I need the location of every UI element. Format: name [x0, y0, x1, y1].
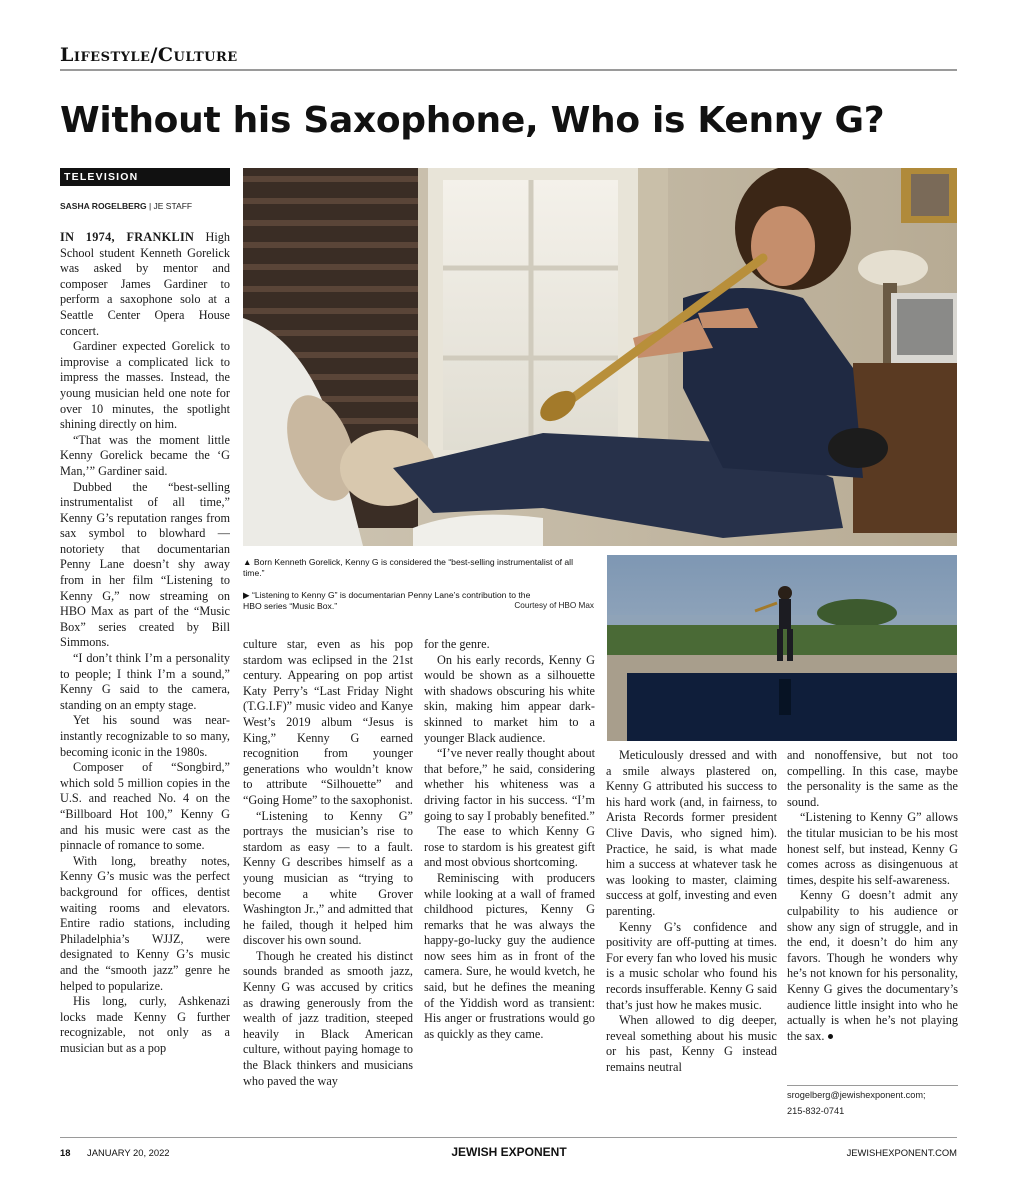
page-number: 18 — [60, 1147, 71, 1158]
author-contact — [787, 1087, 962, 1119]
photo-kenny-g-poolside — [607, 555, 957, 741]
paragraph — [60, 230, 230, 339]
article-column-4 — [606, 748, 777, 1123]
byline — [60, 201, 235, 211]
paragraph: Though he created his distinct sounds branded as smooth jazz, Kenny G was accused by critics as drawing generously from the wealth of jazz tradition, steeped heavily in Black American culture, without paying homage to the Black thinkers and musicians who paved the way — [243, 948, 413, 1088]
paragraph: for the genre. — [424, 637, 490, 651]
paragraph: His long, curly, Ashkenazi locks made Kenny G further recognizable, not only as a musician but as a pop — [60, 994, 230, 1055]
issue-date: JANUARY 20, 2022 — [87, 1147, 170, 1158]
publication-name: JEWISH EXPONENT — [451, 1145, 567, 1159]
secondary-photo-caption: ▶ “Listening to Kenny G” is documentarian Penny Lane’s contribution to the HBO series “Music Box.” — [243, 590, 531, 611]
paragraph: On his early records, Kenny G would be shown as a silhouette with shadows obscuring his white skin, making him appear dark-skinned to market him to a younger Black audience. — [424, 652, 595, 745]
main-photo-caption: ▲ Born Kenneth Gorelick, Kenny G is considered the “best-selling instrumentalist of all time.” — [243, 557, 573, 578]
footer-rule — [60, 1137, 957, 1138]
main-photo — [243, 168, 957, 546]
section-rule — [60, 69, 957, 71]
author-phone: 215-832-0741 — [787, 1106, 845, 1116]
paragraph: Dubbed the “best-selling instrumentalist of all time,” Kenny G’s reputation ranges from sax symbol to blowhard — notoriety that documentarian Penny Lane doesn’t shy away from in her film “Listening to Kenny G,” now streaming on HBO Max as part of the “Music Box” series created by Bill Simmons. — [60, 479, 230, 650]
paragraph: Gardiner expected Gorelick to improvise a complicated lick to impress the masses. Instead, the young musician held one note for over 10 minutes, the spotlight shining directly on him. — [60, 339, 230, 432]
photo-kenny-g-saxophone — [243, 168, 957, 546]
paragraph: Yet his sound was near-instantly recognizable to so many, becoming iconic in the 1980s. — [60, 713, 230, 759]
paragraph: “That was the moment little Kenny Gorelick became the ‘G Man,’” Gardiner said. — [60, 432, 230, 478]
paragraph: Kenny G’s confidence and positivity are off-putting at times. For every fan who loved his music is a music scholar who found his records insufferable. Kenny G said that’s just how he makes music. — [606, 919, 777, 1012]
article-column-3 — [424, 637, 595, 1123]
author-email[interactable]: srogelberg@jewishexponent.com; — [787, 1090, 926, 1100]
publication-website[interactable]: JEWISHEXPONENT.COM — [846, 1147, 957, 1158]
paragraph-text: High School student Kenneth Gorelick was asked by mentor and composer James Gardiner to perform a saxophone solo at a Seattle Center Opera House concert. — [60, 230, 230, 338]
paragraph: and nonoffensive, but not too compelling. In this case, maybe the personality is the same as the sound. — [787, 748, 958, 809]
paragraph: The ease to which Kenny G rose to stardom is his greatest gift and most obvious shortcoming. — [424, 824, 595, 870]
section-kicker: TELEVISION — [60, 168, 230, 186]
secondary-photo — [607, 555, 957, 741]
article-headline: Without his Saxophone, Who is Kenny G? — [60, 100, 885, 141]
paragraph — [787, 888, 958, 1044]
contact-rule — [787, 1085, 958, 1086]
paragraph: Reminiscing with producers while looking at a wall of framed childhood pictures, Kenny G remarks that he was always the happy-go-lucky guy the audience now sees him as in front of the camera. Sure, he would kvetch, he said, but he defines the meaning of the Yiddish word as transient: His anger or frustrations would go as quickly as they came. — [424, 870, 595, 1041]
byline-separator: | — [146, 201, 154, 211]
byline-author: SASHA ROGELBERG — [60, 201, 147, 211]
paragraph-text: Kenny G doesn’t admit any culpability to his audience or show any sign of struggle, and in the end, it doesn’t do him any favors. Though he wonders why he’s not known for his personality, Kenny G gives the documentary’s audience little insight into who he actually is when he’s not playing the sax. — [787, 888, 958, 1043]
article-column-1 — [60, 230, 230, 1123]
paragraph: “Listening to Kenny G” portrays the musician’s rise to stardom as easy — to a fault. Kenny G describes himself as a young musician as “trying to become a white Grover Washington Jr.,” and admitted that he failed, though it helped him discover his own sound. — [243, 808, 413, 948]
photo-credit: Courtesy of HBO Max — [514, 601, 594, 610]
paragraph: “I don’t think I’m a personality to people; I think I’m a sound,” Kenny G said to the camera, standing on an empty stage. — [60, 651, 230, 712]
article-column-5 — [787, 748, 958, 1074]
paragraph: “I’ve never really thought about that before,” he said, considering whether his whiteness was a driving factor in his success. “I’m going to say I probably benefited.” — [424, 746, 595, 823]
paragraph: Composer of “Songbird,” which sold 5 million copies in the U.S. and reached No. 4 on the “Billboard Hot 100,” Kenny G and his music were cast as the pinnacle of romance to some. — [60, 760, 230, 853]
byline-staff: JE STAFF — [153, 201, 193, 211]
end-of-story-mark — [828, 1034, 833, 1039]
article-column-2 — [243, 637, 413, 1123]
paragraph: culture star, even as his pop stardom was eclipsed in the 21st century. Appearing on pop artist Katy Perry’s “Last Friday Night (T.G.I.F)” music video and Kanye West’s 2019 album “Jesus is King,” Kenny G earned recognition from younger generations who wouldn’t know to attribute “Silhouette” and “Going Home” to the saxophonist. — [243, 637, 413, 807]
section-title: Lifestyle/Culture — [60, 44, 238, 66]
paragraph: Meticulously dressed and with a smile always plastered on, Kenny G attributed his success to his hard work (and, in fairness, to Arista Records former president Clive Davis, who signed him). Practice, he said, is what made him a success at whatever task he was looking to master, claiming success at golf, investing and even parenting. — [606, 748, 777, 918]
paragraph: When allowed to dig deeper, reveal something about his music or his past, Kenny G instead remains neutral — [606, 1013, 777, 1074]
paragraph: “Listening to Kenny G” allows the titular musician to be his most honest self, but instead, Kenny G comes across as disingenuous at times, despite his self-awareness. — [787, 810, 958, 887]
paragraph: With long, breathy notes, Kenny G’s music was the perfect background for offices, dentist waiting rooms and elevators. Entire radio stations, including Philadelphia’s WJJZ, were designated to Kenny G’s music and the “smooth jazz” genre he helped to popularize. — [60, 853, 230, 993]
lead-in: IN 1974, FRANKLIN — [60, 230, 195, 244]
